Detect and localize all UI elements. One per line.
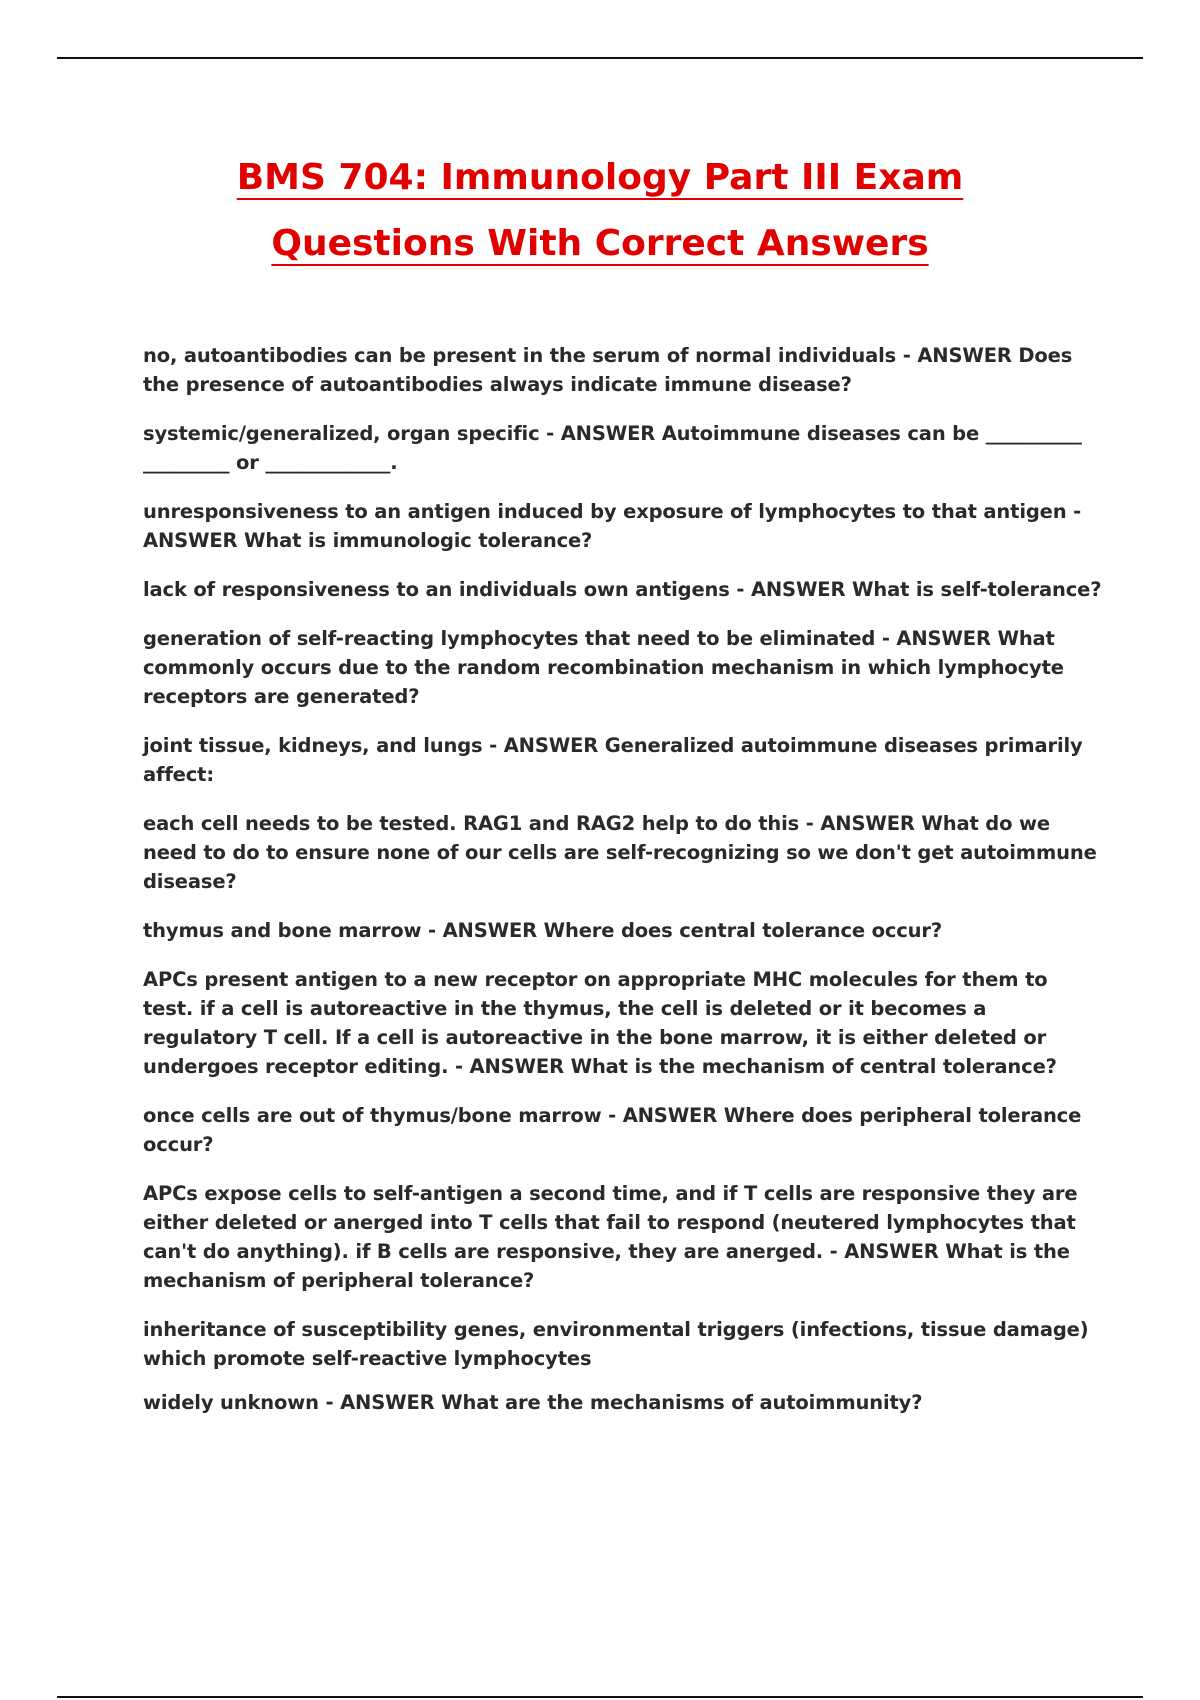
qa-item: inheritance of susceptibility genes, environmental triggers (infections, tissue damage) which promote self-reactive lymphocytes (143, 1318, 1089, 1370)
qa-item: each cell needs to be tested. RAG1 and RAG2 help to do this - ANSWER What do we need to do to ensure none of our cells are self-recognizing so we don't get autoimmune disease? (143, 812, 1097, 893)
qa-item: widely unknown - ANSWER What are the mechanisms of autoimmunity? (143, 1391, 923, 1414)
title-line-2: Questions With Correct Answers (271, 223, 929, 264)
qa-item: systemic/generalized, organ specific - ANSWER Autoimmune diseases can be __________ _________ or _____________. (143, 422, 1082, 474)
bottom-rule (57, 1696, 1143, 1698)
top-rule (57, 57, 1143, 59)
qa-item: generation of self-reacting lymphocytes that need to be eliminated - ANSWER What commonly occurs due to the random recombination mechanism in which lymphocyte receptors are generated? (143, 627, 1064, 708)
qa-item: once cells are out of thymus/bone marrow - ANSWER Where does peripheral tolerance occur? (143, 1104, 1082, 1156)
qa-item: lack of responsiveness to an individuals own antigens - ANSWER What is self-tolerance? (143, 578, 1102, 601)
qa-item: no, autoantibodies can be present in the serum of normal individuals - ANSWER Does the presence of autoantibodies always indicate immune disease? (143, 344, 1073, 396)
qa-item: thymus and bone marrow - ANSWER Where does central tolerance occur? (143, 919, 943, 942)
qa-item: unresponsiveness to an antigen induced by exposure of lymphocytes to that antigen - ANSWER What is immunologic tolerance? (143, 500, 1082, 552)
qa-item: joint tissue, kidneys, and lungs - ANSWER Generalized autoimmune diseases primarily affect: (143, 734, 1083, 786)
qa-list (143, 341, 1103, 1437)
qa-item: APCs expose cells to self-antigen a second time, and if T cells are responsive they are either deleted or anerged into T cells that fail to respond (neutered lymphocytes that can't do anything). if B cells are responsive, they are anerged. - ANSWER What is the mechanism of peripheral tolerance? (143, 1182, 1078, 1292)
document-title (0, 145, 1200, 277)
title-line-1: BMS 704: Immunology Part III Exam (236, 157, 964, 198)
qa-item: APCs present antigen to a new receptor on appropriate MHC molecules for them to test. if a cell is autoreactive in the thymus, the cell is deleted or it becomes a regulatory T cell. If a cell is autoreactive in the bone marrow, it is either deleted or undergoes receptor editing. - ANSWER What is the mechanism of central tolerance? (143, 968, 1057, 1078)
